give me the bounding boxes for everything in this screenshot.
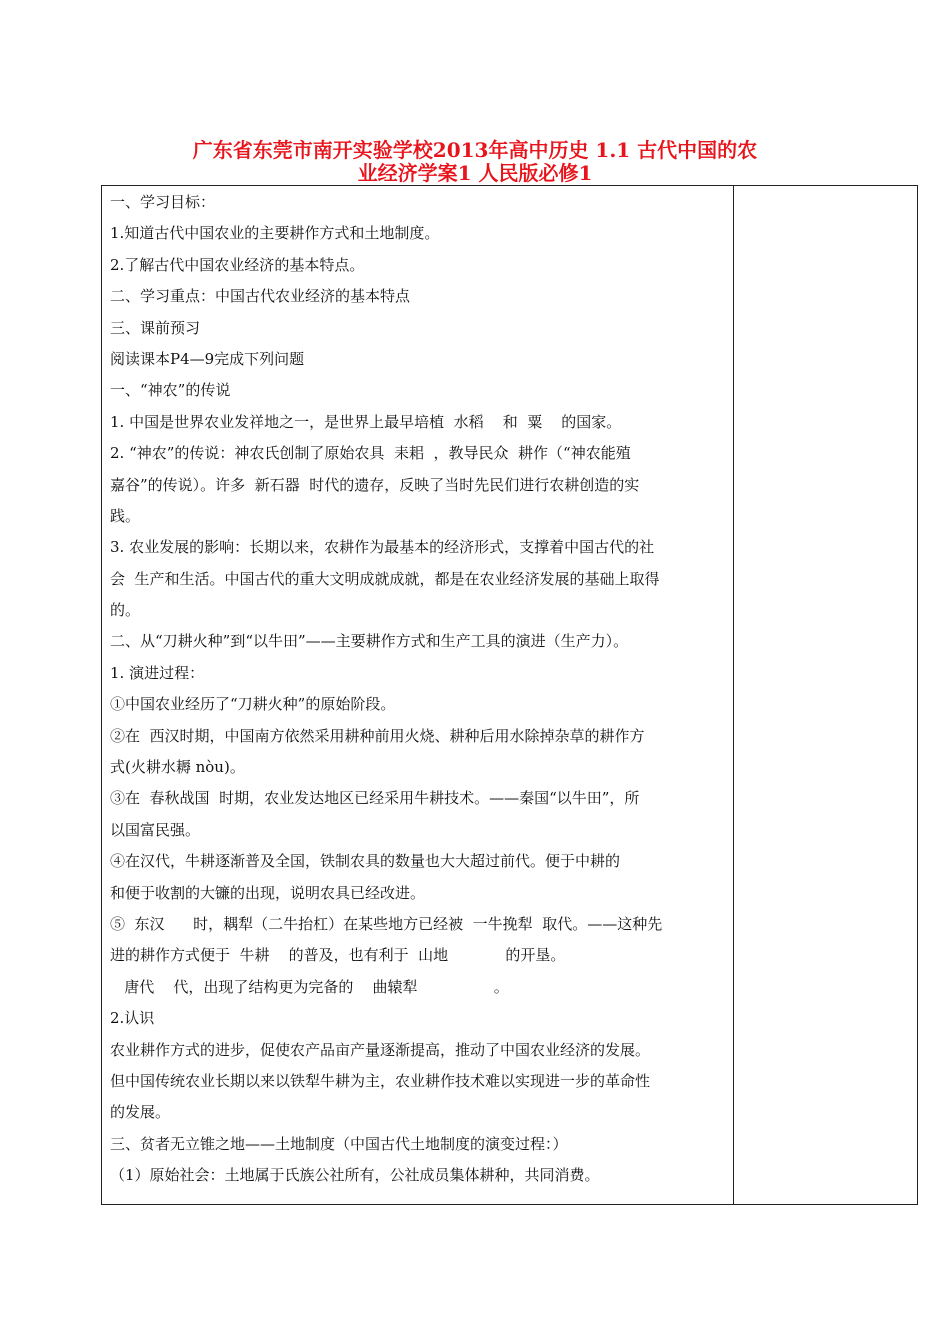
text-line: 1. 演进过程：: [110, 663, 205, 682]
text-line: 1.知道古代中国农业的主要耕作方式和土地制度。: [110, 224, 440, 243]
document-title-line-1: 广东省东莞市南开实验学校2013年高中历史 1.1 古代中国的农: [192, 138, 758, 162]
text-line: 嘉谷”的传说）。许多 新石器 时代的遗存，反映了当时先民们进行农耕创造的实: [110, 475, 640, 494]
text-line: 和便于收割的大镰的出现，说明农具已经改进。: [110, 883, 426, 902]
text-line: 二、从“刀耕火种”到“以牛田”——主要耕作方式和生产工具的演进（生产力）。: [110, 632, 629, 651]
text-line: 农业耕作方式的进步，促使农产品亩产量逐渐提高，推动了中国农业经济的发展。: [110, 1040, 651, 1059]
main-text-cell: [110, 187, 724, 1192]
text-line: 践。: [110, 506, 141, 525]
table-column-divider: [733, 185, 734, 1205]
text-line: 二、学习重点：中国古代农业经济的基本特点: [110, 287, 411, 306]
text-line: 的发展。: [110, 1103, 171, 1122]
text-line: 的。: [110, 601, 141, 620]
text-line: 会 生产和生活。中国古代的重大文明成就成就，都是在农业经济发展的基础上取得: [110, 569, 660, 588]
text-line: 一、“神农”的传说: [110, 381, 231, 400]
text-line: 1. 中国是世界农业发祥地之一，是世界上最早培植 水稻 和 粟 的国家。: [110, 412, 622, 431]
text-line: 式(火耕水耨 nòu)。: [110, 758, 245, 777]
text-line: 2.认识: [110, 1009, 155, 1028]
text-line: 三、课前预习: [110, 318, 201, 337]
text-line: （1）原始社会：土地属于氏族公社所有，公社成员集体耕种，共同消费。: [110, 1166, 600, 1185]
text-line: ④在汉代，牛耕逐渐普及全国，铁制农具的数量也大大超过前代。便于中耕的: [110, 852, 621, 871]
text-line: 3. 农业发展的影响：长期以来，农耕作为最基本的经济形式，支撑着中国古代的社: [110, 538, 655, 557]
text-line: ①中国农业经历了“刀耕火种”的原始阶段。: [110, 695, 396, 714]
text-line: 三、贫者无立锥之地——土地制度（中国古代土地制度的演变过程：）: [110, 1134, 568, 1153]
text-line: 2. “神农”的传说：神农氏创制了原始农具 耒耜 ，教导民众 耕作（“神农能殖: [110, 444, 631, 463]
text-line: 唐代 代，出现了结构更为完备的 曲辕犁 。: [110, 977, 509, 996]
text-line: 一、学习目标：: [110, 193, 216, 211]
text-line: 阅读课本P4—9完成下列问题: [110, 349, 305, 368]
document-title-line-2: 业经济学案1 人民版必修1: [357, 161, 593, 185]
text-line: ③在 春秋战国 时期，农业发达地区已经采用牛耕技术。——秦国“以牛田”，所: [110, 789, 640, 808]
text-line: 但中国传统农业长期以来以铁犁牛耕为主，农业耕作技术难以实现进一步的革命性: [110, 1071, 651, 1090]
text-line: 以国富民强。: [110, 820, 201, 839]
text-line: 进的耕作方式便于 牛耕 的普及，也有利于 山地 的开垦。: [110, 946, 566, 965]
text-line: ⑤ 东汉 时，耦犁（二牛抬杠）在某些地方已经被 一牛挽犁 取代。——这种先: [110, 914, 663, 933]
text-line: ②在 西汉时期，中国南方依然采用耕种前用火烧、耕种后用水除掉杂草的耕作方: [110, 726, 645, 745]
text-line: 2.了解古代中国农业经济的基本特点。: [110, 255, 365, 274]
